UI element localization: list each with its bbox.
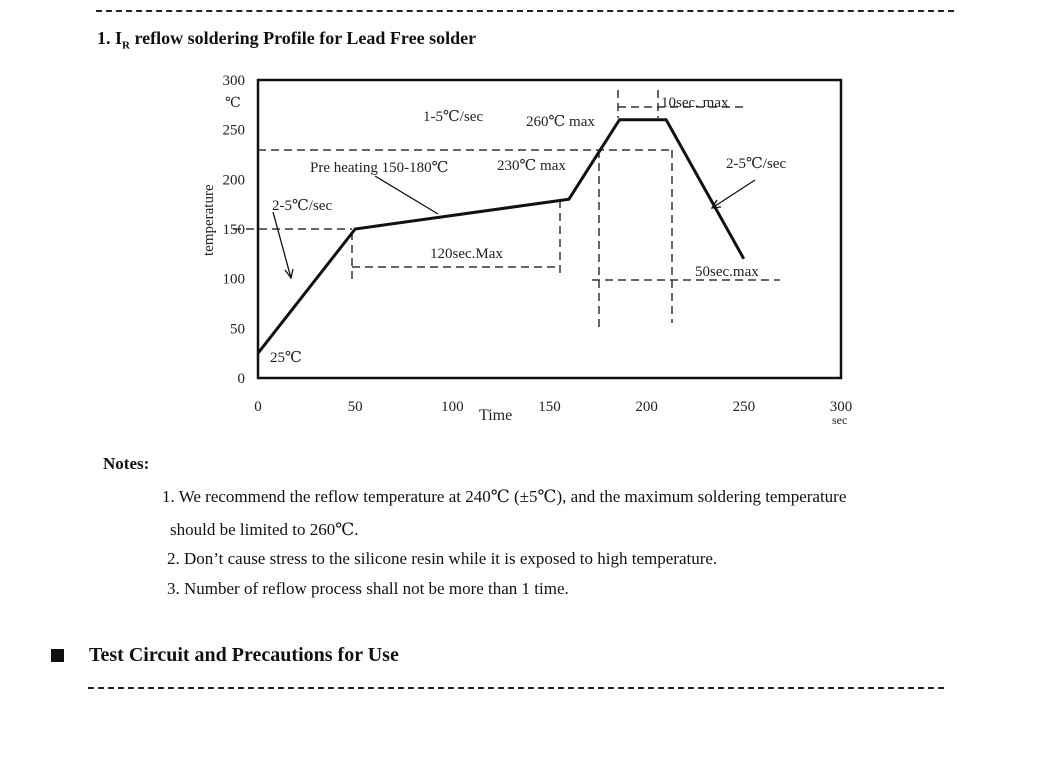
y-tick-label: 200 (222, 172, 245, 189)
chart-annotations (270, 95, 786, 366)
annotation-rate-down: 2-5℃/sec (726, 156, 787, 172)
x-axis (254, 399, 852, 415)
y-axis-label: temperature (201, 184, 217, 256)
x-tick-label: 150 (538, 399, 561, 415)
title-rest: reflow soldering Profile for Lead Free solder (129, 28, 477, 48)
square-bullet-icon (51, 649, 64, 662)
y-tick-label: 0 (237, 371, 245, 387)
annotation-230: 230℃ max (497, 158, 566, 174)
y-axis (223, 73, 246, 387)
bottom-dashed-rule (88, 687, 944, 689)
y-unit-label: ℃ (225, 96, 241, 111)
note-item-1-continued: should be limited to 260℃. (170, 520, 359, 539)
note-item-1: 1. We recommend the reflow temperature at 240℃ (±5℃), and the maximum soldering temperature (162, 487, 847, 506)
y-tick-label: 100 (222, 271, 245, 288)
annotation-arrows (273, 176, 755, 278)
notes-heading: Notes: (103, 454, 150, 473)
note-item-3: 3. Number of reflow process shall not be more than 1 time. (167, 579, 569, 598)
section-number: 1. (97, 28, 111, 48)
annotation-start-temp: 25℃ (270, 350, 302, 366)
next-section-heading: Test Circuit and Precautions for Use (89, 644, 399, 666)
rate-up-1-arrow (273, 212, 291, 278)
annotation-peak-time: 10sec. max (661, 95, 729, 111)
x-tick-label: 250 (732, 399, 756, 415)
x-axis-label: Time (479, 407, 513, 424)
annotation-rate-up-2: 1-5℃/sec (423, 109, 484, 125)
x-tick-label: 100 (441, 399, 464, 415)
x-tick-label: 200 (635, 399, 658, 415)
preheat-pointer (375, 176, 438, 214)
x-tick-label: 50 (347, 399, 363, 415)
annotation-260: 260℃ max (526, 114, 595, 130)
annotation-above230-time: 50sec.max (695, 264, 759, 280)
annotation-preheat-time: 120sec.Max (430, 246, 503, 262)
y-tick-label: 50 (230, 321, 245, 338)
annotation-preheat: Pre heating 150-180℃ (310, 160, 449, 176)
y-tick-label: 150 (222, 222, 245, 238)
title-subscript: R (122, 39, 130, 52)
y-tick-label: 250 (222, 122, 245, 139)
x-unit-label: sec (832, 413, 848, 427)
rate-down-arrow (712, 180, 755, 208)
note-item-2: 2. Don’t cause stress to the silicone resin while it is exposed to high temperature. (167, 549, 718, 568)
profile-series-line (258, 120, 744, 354)
x-tick-label: 300 (829, 399, 853, 415)
annotation-rate-up-1: 2-5℃/sec (272, 198, 333, 214)
title-prefix: I (115, 28, 123, 48)
y-tick-label: 300 (222, 73, 245, 89)
x-tick-label: 0 (254, 399, 262, 415)
